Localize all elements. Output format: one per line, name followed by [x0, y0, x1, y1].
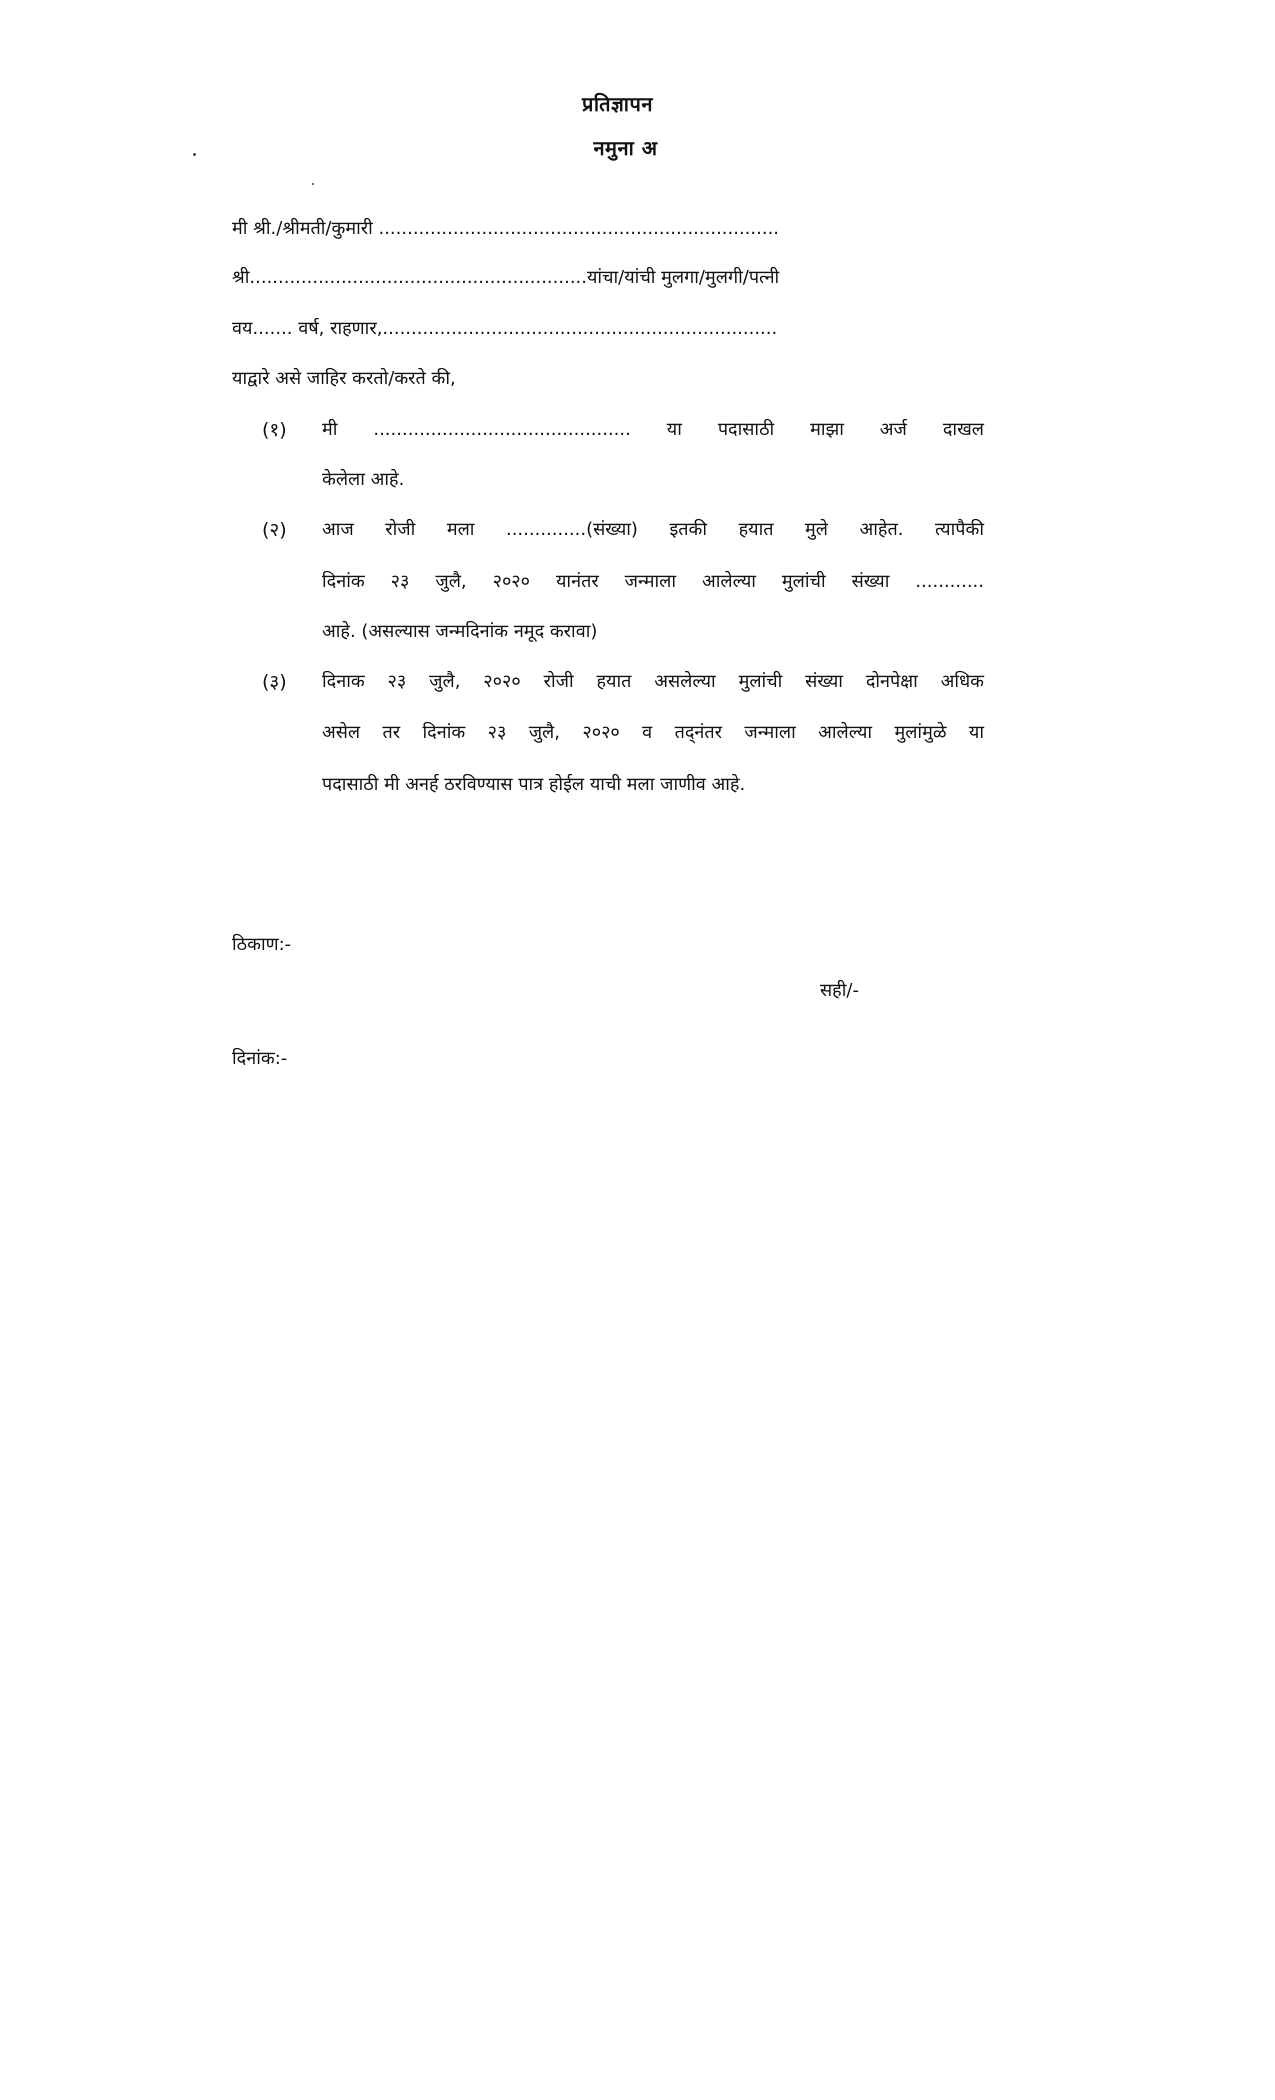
item-2-number: (२) [262, 519, 287, 541]
signature-label: सही/- [820, 980, 859, 1001]
date-label: दिनांक:- [232, 1048, 288, 1069]
item-3-line-1: दिनाक २३ जुलै, २०२० रोजी हयात असलेल्या मुलांची संख्या दोनपेक्षा अधिक [322, 671, 984, 692]
item-3-number: (३) [262, 671, 287, 693]
item-2-line-1: आज रोजी मला ..............(संख्या) इतकी हयात मुले आहेत. त्यापैकी [322, 519, 984, 540]
relation-line: श्री...........................................................यांचा/यांची मुलगा/मुलगी/पत्नी [232, 267, 780, 288]
item-2-line-3: आहे. (असल्यास जन्मदिनांक नमूद करावा) [322, 621, 598, 642]
name-line: मी श्री./श्रीमती/कुमारी ...................................................................... [232, 218, 780, 239]
item-3-line-3: पदासाठी मी अनर्ह ठरविण्यास पात्र होईल याची मला जाणीव आहे. [322, 774, 746, 795]
item-2-line-2: दिनांक २३ जुलै, २०२० यानंतर जन्माला आलेल्या मुलांची संख्या ............ [322, 571, 984, 592]
age-residence-line: वय....... वर्ष, राहणार,..................................................................... [232, 318, 778, 339]
form-title: प्रतिज्ञापन [582, 92, 653, 116]
declaration-line: याद्वारे असे जाहिर करतो/करते की, [232, 368, 456, 389]
place-label: ठिकाण:- [232, 934, 292, 955]
form-subtitle: नमुना अ [593, 136, 658, 160]
item-1-number: (१) [262, 419, 287, 441]
item-3-line-2: असेल तर दिनांक २३ जुलै, २०२० व तद्नंतर जन्माला आलेल्या मुलांमुळे या [322, 722, 984, 743]
item-1-line-2: केलेला आहे. [322, 469, 405, 490]
item-1-line-1: मी ............................................. या पदासाठी माझा अर्ज दाखल [322, 419, 984, 440]
scan-speck [312, 183, 314, 185]
